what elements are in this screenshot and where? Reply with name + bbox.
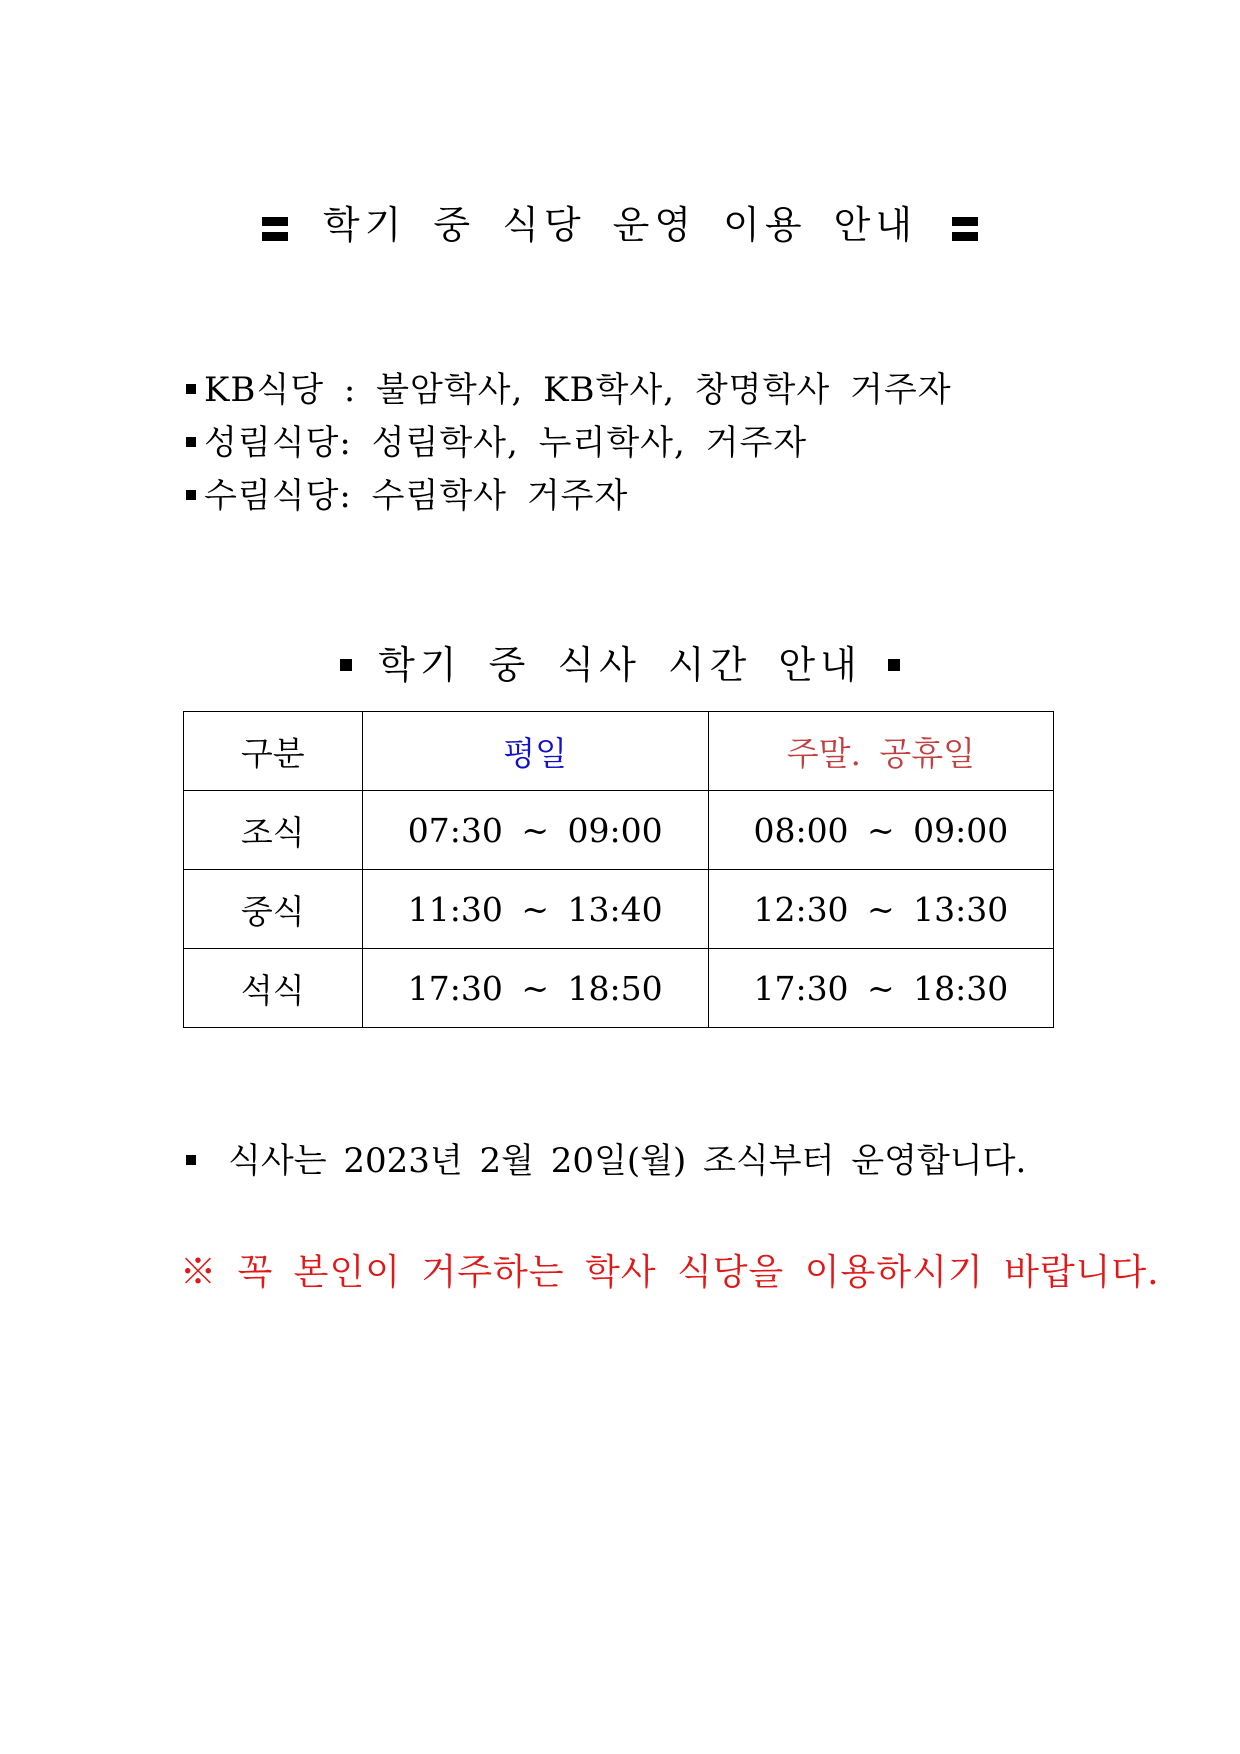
header-weekday: 평일 <box>362 712 708 791</box>
square-bullet-icon <box>340 659 352 671</box>
start-date-notice <box>186 1136 1026 1186</box>
weekend-time-cell: 17:30 ~ 18:30 <box>708 949 1053 1028</box>
header-category: 구분 <box>184 712 363 791</box>
list-item <box>186 364 952 417</box>
weekday-time-cell: 17:30 ~ 18:50 <box>362 949 708 1028</box>
page-title <box>0 200 1240 250</box>
square-bullet-icon <box>186 490 196 500</box>
weekend-time-cell: 12:30 ~ 13:30 <box>708 870 1053 949</box>
table-row <box>184 870 1054 949</box>
square-bullet-icon <box>186 384 196 394</box>
dining-hall-residents-list <box>186 364 952 523</box>
page-title-text: 학기 중 식당 운영 이용 안내 <box>322 203 918 247</box>
resident-item-text: 성림식당: 성림학사, 누리학사, 거주자 <box>204 423 808 463</box>
list-item <box>186 470 952 523</box>
list-item <box>186 417 952 470</box>
section-title-text: 학기 중 식사 시간 안내 <box>378 643 862 687</box>
resident-item-text: 수림식당: 수림학사 거주자 <box>204 476 629 516</box>
weekend-time-cell: 08:00 ~ 09:00 <box>708 791 1053 870</box>
weekday-time-cell: 07:30 ~ 09:00 <box>362 791 708 870</box>
square-bullet-icon <box>888 659 900 671</box>
header-weekend: 주말. 공휴일 <box>708 712 1053 791</box>
table-row <box>184 791 1054 870</box>
usage-warning: ※ 꼭 본인이 거주하는 학사 식당을 이용하시기 바랍니다. <box>180 1252 1160 1293</box>
square-bullet-icon <box>186 1155 196 1165</box>
table-header-row <box>184 712 1054 791</box>
start-date-notice-text: 식사는 2023년 2월 20일(월) 조식부터 운영합니다. <box>228 1141 1027 1181</box>
meal-time-section-title <box>0 640 1240 690</box>
meal-name-cell: 석식 <box>184 949 363 1028</box>
resident-item-text: KB식당 : 불암학사, KB학사, 창명학사 거주자 <box>204 370 952 410</box>
meal-name-cell: 조식 <box>184 791 363 870</box>
double-bar-icon <box>262 217 288 241</box>
meal-schedule-table <box>183 711 1054 1028</box>
meal-name-cell: 중식 <box>184 870 363 949</box>
table-row <box>184 949 1054 1028</box>
weekday-time-cell: 11:30 ~ 13:40 <box>362 870 708 949</box>
double-bar-icon <box>952 217 978 241</box>
square-bullet-icon <box>186 437 196 447</box>
